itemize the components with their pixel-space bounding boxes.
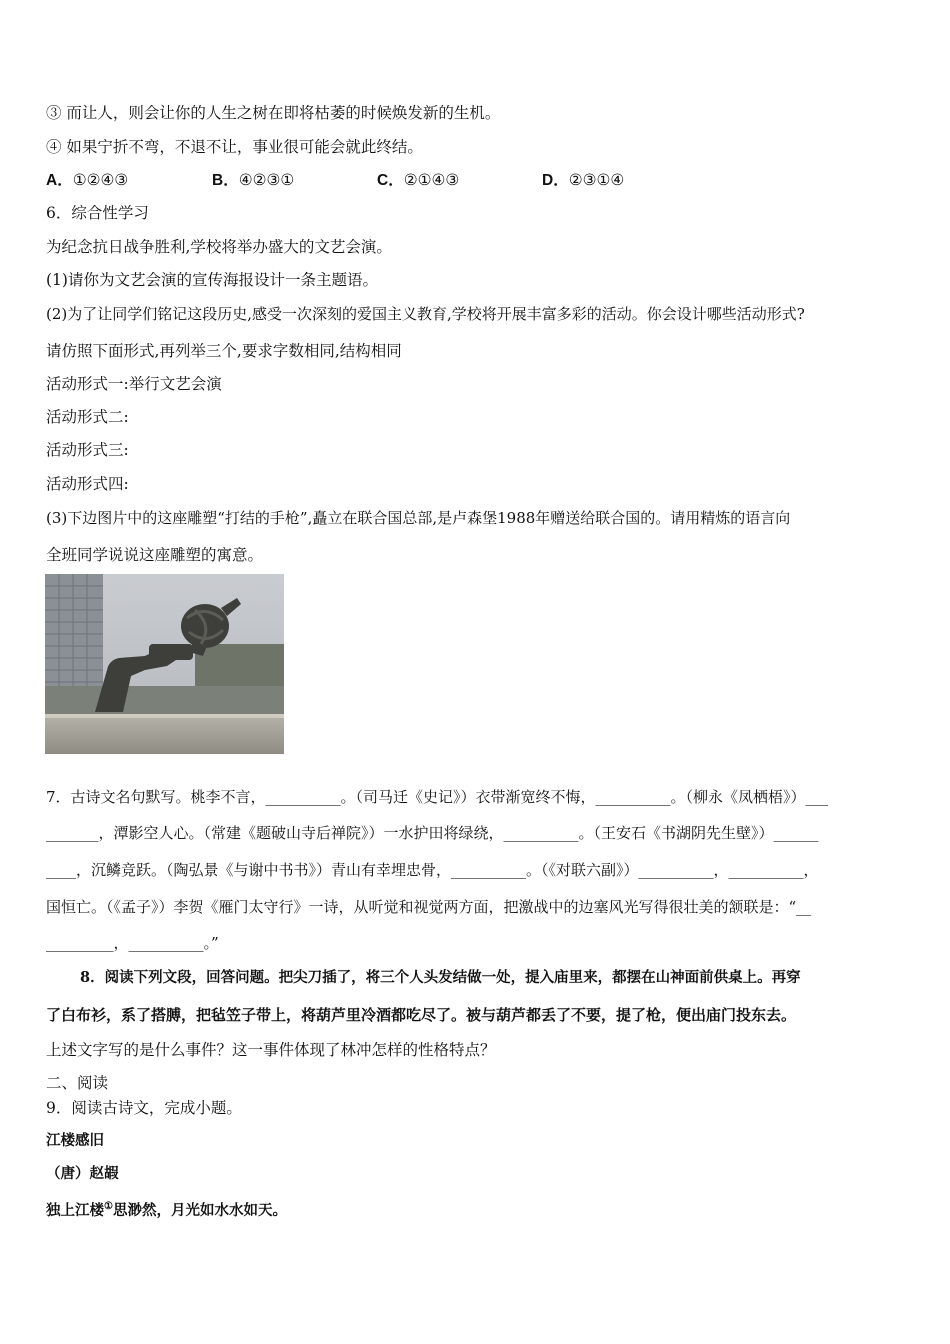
poem-line-1-a: 独上江楼	[46, 1201, 104, 1219]
q6-activity-1: 活动形式一:举行文艺会演	[46, 375, 222, 393]
q5-item-4: ④ 如果宁折不弯，不退不让，事业很可能会就此终结。	[46, 138, 423, 156]
pedestal	[45, 714, 284, 754]
q8-line-1: 8．阅读下列文段，回答问题。把尖刀插了，将三个人头发结做一处，提入庙里来，都摆在山神面前供桌上。再穿	[80, 969, 801, 986]
q6-activity-4: 活动形式四:	[46, 475, 129, 493]
q6-activity-2: 活动形式二:	[46, 408, 129, 426]
q8-line-2: 了白布衫，系了搭膊，把毡笠子带上，将葫芦里冷酒都吃尽了。被与葫芦都丢了不要，提了枪，便出庙门投东去。	[46, 1006, 797, 1024]
sculpture-photo	[45, 574, 284, 754]
option-value: ④②③①	[238, 171, 295, 189]
q6-part2-instruction: 请仿照下面形式,再列举三个,要求字数相同,结构相同	[46, 342, 402, 360]
poem-line-1-b: 思渺然，月光如水水如天。	[112, 1201, 287, 1219]
poem-author: （唐）赵嘏	[46, 1165, 119, 1182]
option-key: B．	[212, 172, 239, 189]
section-2-title: 二、阅读	[46, 1074, 109, 1092]
q5-option-d[interactable]	[542, 170, 624, 191]
q5-option-c[interactable]	[377, 170, 459, 191]
q5-item-3: ③ 而让人，则会让你的人生之树在即将枯萎的时候焕发新的生机。	[46, 104, 501, 122]
q6-part1: (1)请你为文艺会演的宣传海报设计一条主题语。	[46, 271, 378, 289]
option-value: ①②④③	[72, 171, 129, 189]
q7-line-2: _______，潭影空人心。（常建《题破山寺后禅院》）一水护田将绿绕，__________。（王安石《书湖阴先生壁》）______	[46, 824, 819, 842]
q8-question: 上述文字写的是什么事件？这一事件体现了林冲怎样的性格特点？	[46, 1041, 496, 1059]
q6-part3-line1: (3)下边图片中的这座雕塑“打结的手枪”,矗立在联合国总部,是卢森堡1988年赠送给联合国的。请用精炼的语言向	[46, 509, 791, 527]
option-value: ②③①④	[568, 171, 625, 189]
footnote-marker[interactable]: ①	[104, 1201, 113, 1212]
q7-line-5: _________，__________。”	[46, 934, 219, 952]
q7-line-4: 国恒亡。（《孟子》）李贺《雁门太守行》一诗，从听觉和视觉两方面，把激战中的边塞风光写得很壮美的颔联是：“__	[46, 898, 812, 916]
option-key: A．	[46, 172, 73, 189]
q6-part2: (2)为了让同学们铭记这段历史,感受一次深刻的爱国主义教育,学校将开展丰富多彩的活动。你会设计哪些活动形式?	[46, 305, 805, 323]
option-key: C．	[377, 172, 404, 189]
q6-title: 6．综合性学习	[46, 204, 149, 222]
q7-line-3: ____，沉鳞竞跃。（陶弘景《与谢中书书》）青山有幸埋忠骨，__________。（《对联六副》）__________，__________，	[46, 861, 819, 879]
q7-line-1: 7．古诗文名句默写。桃李不言，__________。（司马迁《史记》）衣带渐宽终不悔，__________。（柳永《凤栖梧》）___	[46, 788, 829, 806]
q6-intro: 为纪念抗日战争胜利,学校将举办盛大的文艺会演。	[46, 238, 392, 256]
q6-part3-line2: 全班同学说说这座雕塑的寓意。	[46, 546, 264, 564]
q5-option-b[interactable]	[212, 170, 294, 191]
option-value: ②①④③	[403, 171, 460, 189]
poem-line-1	[46, 1197, 287, 1221]
q9-intro: 9．阅读古诗文，完成小题。	[46, 1099, 242, 1117]
q6-activity-3: 活动形式三:	[46, 441, 129, 459]
q5-option-a[interactable]	[46, 170, 128, 191]
poem-title: 江楼感旧	[46, 1132, 104, 1149]
option-key: D．	[542, 172, 569, 189]
